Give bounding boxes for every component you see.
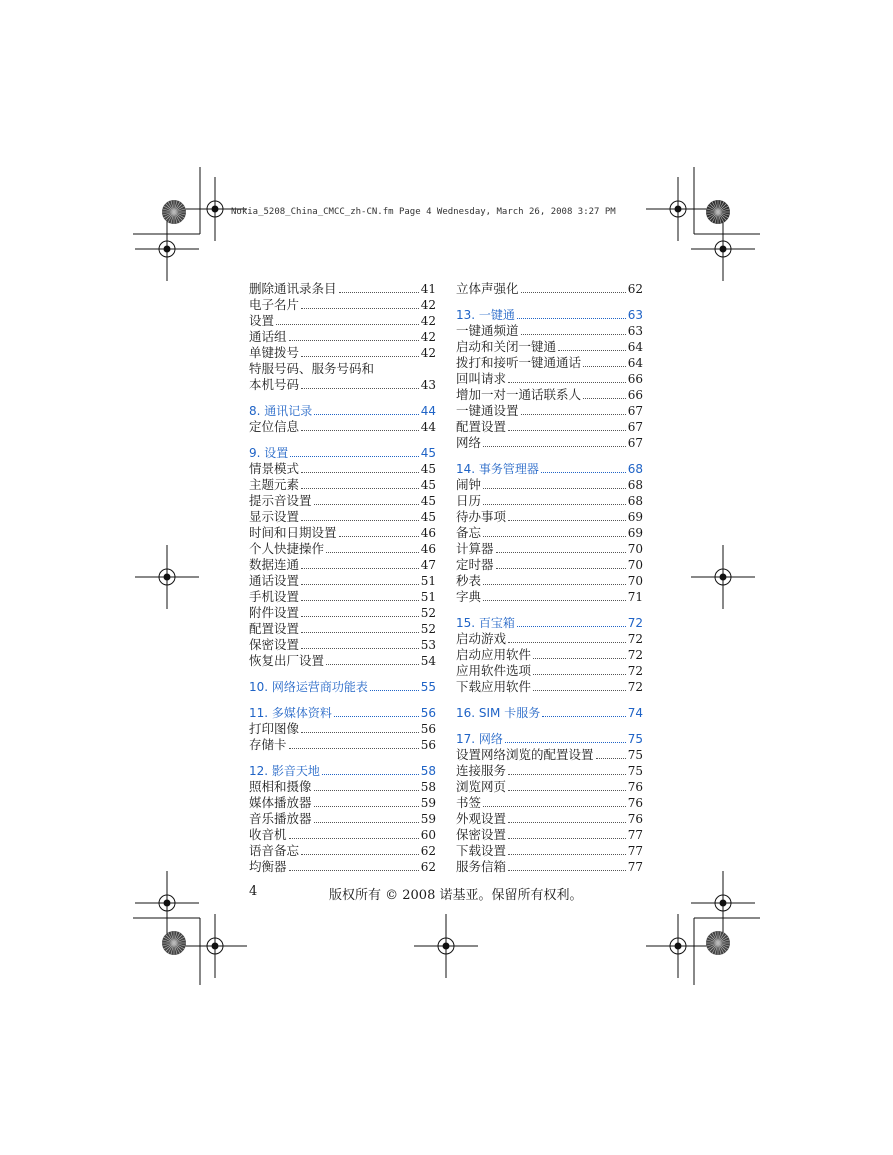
toc-entry-label: 时间和日期设置	[249, 525, 337, 540]
toc-page-number: 47	[420, 558, 436, 572]
dot-leader	[289, 329, 419, 341]
dot-leader	[301, 621, 419, 633]
toc-page-number: 45	[420, 478, 436, 492]
dot-leader	[370, 679, 419, 691]
toc-page-number: 59	[420, 796, 436, 810]
toc-entry-label: 显示设置	[249, 509, 300, 524]
dot-leader	[533, 679, 626, 691]
toc-page-number: 45	[420, 494, 436, 508]
toc-entry[interactable]	[249, 329, 436, 345]
toc-entry-label: 恢复出厂设置	[249, 653, 325, 668]
dot-leader	[276, 313, 419, 325]
toc-entry-label: 主题元素	[249, 477, 300, 492]
dot-leader	[508, 827, 626, 839]
registration-mark-icon	[414, 914, 478, 978]
toc-entry[interactable]	[456, 493, 643, 509]
toc-page-number: 52	[420, 606, 436, 620]
toc-entry[interactable]	[249, 557, 436, 573]
toc-entry-label: 一键通频道	[456, 323, 519, 338]
toc-page-number: 45	[420, 446, 436, 460]
toc-entry[interactable]	[249, 361, 436, 377]
dot-leader	[517, 615, 626, 627]
toc-page-number: 72	[627, 680, 643, 694]
toc-entry-label: 日历	[456, 493, 482, 508]
dot-leader	[483, 477, 626, 489]
toc-chapter-heading[interactable]	[456, 461, 643, 477]
toc-entry-label: 存储卡	[249, 737, 287, 752]
toc-page-number: 52	[420, 622, 436, 636]
toc-entry[interactable]	[456, 435, 643, 451]
toc-entry-label: 保密设置	[249, 637, 300, 652]
toc-page-number: 43	[420, 378, 436, 392]
dot-leader	[301, 721, 419, 733]
toc-page-number: 58	[420, 764, 436, 778]
toc-entry[interactable]	[249, 461, 436, 477]
toc-entry-label: 定时器	[456, 557, 494, 572]
dot-leader	[289, 737, 419, 749]
toc-entry-label: 照相和摄像	[249, 779, 312, 794]
star-target-icon	[706, 200, 730, 224]
dot-leader	[301, 637, 419, 649]
toc-page-number: 56	[420, 722, 436, 736]
registration-mark-icon	[135, 545, 199, 609]
star-target-icon	[706, 931, 730, 955]
toc-page-number: 46	[420, 542, 436, 556]
toc-entry-label: 下载应用软件	[456, 679, 532, 694]
dot-leader	[290, 445, 418, 457]
toc-entry-label: 配置设置	[249, 621, 300, 636]
toc-page-number: 68	[627, 462, 643, 476]
dot-leader	[301, 573, 419, 585]
toc-page-number: 51	[420, 574, 436, 588]
toc-entry[interactable]	[456, 323, 643, 339]
toc-page-number: 67	[627, 436, 643, 450]
registration-mark-icon	[646, 914, 710, 978]
toc-entry[interactable]	[456, 827, 643, 843]
toc-entry-label: 9. 设置	[249, 446, 289, 460]
toc-entry-label: 外观设置	[456, 811, 507, 826]
dot-leader	[314, 795, 419, 807]
toc-entry[interactable]	[249, 377, 436, 393]
toc-chapter-heading[interactable]	[249, 445, 436, 461]
toc-page-number: 62	[627, 282, 643, 296]
star-target-icon	[162, 200, 186, 224]
toc-entry-label: 连接服务	[456, 763, 507, 778]
toc-entry[interactable]	[249, 589, 436, 605]
toc-entry-label: 通话设置	[249, 573, 300, 588]
dot-leader	[533, 663, 626, 675]
toc-page-number: 44	[420, 420, 436, 434]
dot-leader	[483, 493, 626, 505]
toc-entry-label: 浏览网页	[456, 779, 507, 794]
toc-entry[interactable]	[456, 843, 643, 859]
toc-entry-label: 提示音设置	[249, 493, 312, 508]
toc-page-number: 72	[627, 632, 643, 646]
registration-mark-icon	[135, 871, 199, 935]
dot-leader	[508, 779, 626, 791]
toc-chapter-heading[interactable]	[249, 763, 436, 779]
toc-entry-label: 通话组	[249, 329, 287, 344]
toc-entry[interactable]	[456, 419, 643, 435]
toc-entry-label: 音乐播放器	[249, 811, 312, 826]
toc-entry-label: 16. SIM 卡服务	[456, 706, 541, 720]
toc-chapter-heading[interactable]	[249, 679, 436, 695]
toc-page-number: 42	[420, 314, 436, 328]
toc-page-number: 45	[420, 462, 436, 476]
toc-page-number: 42	[420, 298, 436, 312]
toc-page-number: 56	[420, 738, 436, 752]
toc-page-number: 71	[627, 590, 643, 604]
toc-entry-label: 本机号码	[249, 377, 300, 392]
toc-entry-label: 启动游戏	[456, 631, 507, 646]
toc-page-number: 68	[627, 478, 643, 492]
dot-leader	[289, 859, 419, 871]
dot-leader	[483, 573, 626, 585]
registration-mark-icon	[183, 914, 247, 978]
toc-entry-label: 语音备忘	[249, 843, 300, 858]
dot-leader	[301, 297, 419, 309]
dot-leader	[322, 763, 419, 775]
toc-entry[interactable]	[456, 663, 643, 679]
toc-page-number: 75	[627, 764, 643, 778]
toc-entry-label: 设置	[249, 313, 275, 328]
toc-entry-label: 情景模式	[249, 461, 300, 476]
dot-leader	[314, 811, 419, 823]
toc-entry[interactable]	[249, 297, 436, 313]
toc-chapter-heading[interactable]	[456, 731, 643, 747]
toc-page-number: 42	[420, 330, 436, 344]
toc-page-number: 63	[627, 308, 643, 322]
toc-entry-label: 14. 事务管理器	[456, 462, 539, 476]
toc-entry[interactable]	[456, 509, 643, 525]
toc-entry-label: 应用软件选项	[456, 663, 532, 678]
toc-entry-label: 拨打和接听一键通通话	[456, 355, 582, 370]
toc-entry-label: 媒体播放器	[249, 795, 312, 810]
toc-page-number: 62	[420, 860, 436, 874]
toc-page-number: 76	[627, 780, 643, 794]
toc-entry[interactable]	[456, 589, 643, 605]
dot-leader	[301, 345, 419, 357]
toc-entry-label: 设置网络浏览的配置设置	[456, 747, 594, 762]
toc-page-number: 45	[420, 510, 436, 524]
toc-entry-label: 书签	[456, 795, 482, 810]
toc-page-number: 67	[627, 420, 643, 434]
toc-entry-label: 17. 网络	[456, 732, 503, 746]
dot-leader	[505, 731, 626, 743]
toc-entry[interactable]	[456, 647, 643, 663]
toc-page-number: 75	[627, 732, 643, 746]
toc-page-number: 62	[420, 844, 436, 858]
toc-entry[interactable]	[249, 419, 436, 435]
star-target-icon	[162, 931, 186, 955]
toc-page-number: 77	[627, 844, 643, 858]
toc-page-number: 59	[420, 812, 436, 826]
dot-leader	[483, 435, 626, 447]
dot-leader	[583, 387, 626, 399]
dot-leader	[339, 281, 419, 293]
toc-entry[interactable]	[456, 763, 643, 779]
file-slug-line: Nokia_5208_China_CMCC_zh-CN.fm Page 4 Wednesday, March 26, 2008 3:27 PM	[231, 207, 616, 217]
toc-entry-label: 13. 一键通	[456, 308, 515, 322]
toc-entry[interactable]	[456, 557, 643, 573]
toc-entry-label: 11. 多媒体资料	[249, 706, 332, 720]
toc-page-number: 77	[627, 860, 643, 874]
toc-entry[interactable]	[249, 525, 436, 541]
toc-entry-label: 计算器	[456, 541, 494, 556]
dot-leader	[541, 461, 626, 473]
toc-entry[interactable]	[249, 541, 436, 557]
toc-entry[interactable]	[456, 355, 643, 371]
toc-page-number: 66	[627, 388, 643, 402]
toc-entry[interactable]	[456, 747, 643, 763]
toc-entry-label: 15. 百宝箱	[456, 616, 515, 630]
toc-entry-label: 回叫请求	[456, 371, 507, 386]
toc-entry-label: 特服号码、服务号码和	[249, 361, 375, 376]
toc-entry[interactable]	[456, 779, 643, 795]
toc-entry-label: 单键拨号	[249, 345, 300, 360]
toc-entry-label: 手机设置	[249, 589, 300, 604]
toc-entry[interactable]	[456, 573, 643, 589]
toc-entry[interactable]	[249, 477, 436, 493]
toc-entry-label: 8. 通讯记录	[249, 404, 313, 418]
toc-entry[interactable]	[249, 573, 436, 589]
toc-entry[interactable]	[456, 371, 643, 387]
toc-entry[interactable]	[249, 721, 436, 737]
toc-page-number: 56	[420, 706, 436, 720]
dot-leader	[508, 859, 626, 871]
toc-entry[interactable]	[249, 653, 436, 669]
dot-leader	[508, 843, 626, 855]
toc-entry[interactable]	[249, 737, 436, 753]
toc-page-number: 76	[627, 796, 643, 810]
dot-leader	[301, 461, 419, 473]
toc-chapter-heading[interactable]	[249, 403, 436, 419]
dot-leader	[301, 843, 419, 855]
toc-page-number: 41	[420, 282, 436, 296]
dot-leader	[521, 323, 626, 335]
toc-page-number: 66	[627, 372, 643, 386]
toc-entry[interactable]	[249, 779, 436, 795]
toc-entry-label: 字典	[456, 589, 482, 604]
toc-entry-label: 打印图像	[249, 721, 300, 736]
dot-leader	[508, 763, 626, 775]
toc-chapter-heading[interactable]	[456, 307, 643, 323]
dot-leader	[301, 377, 419, 389]
dot-leader	[301, 605, 419, 617]
toc-entry[interactable]	[456, 811, 643, 827]
toc-page-number: 68	[627, 494, 643, 508]
dot-leader	[508, 371, 626, 383]
dot-leader	[301, 509, 419, 521]
page-footer	[249, 884, 643, 903]
dot-leader	[558, 339, 626, 351]
toc-entry[interactable]	[249, 843, 436, 859]
toc-entry-label: 删除通讯录条目	[249, 281, 337, 296]
toc-chapter-heading[interactable]	[456, 705, 643, 721]
page-number: 4	[249, 884, 258, 899]
dot-leader	[508, 509, 626, 521]
toc-entry[interactable]	[456, 541, 643, 557]
toc-entry-label: 启动和关闭一键通	[456, 339, 557, 354]
toc-entry-label: 附件设置	[249, 605, 300, 620]
dot-leader	[301, 419, 419, 431]
dot-leader	[301, 589, 419, 601]
dot-leader	[301, 557, 419, 569]
dot-leader	[326, 653, 419, 665]
toc-chapter-heading[interactable]	[456, 615, 643, 631]
registration-mark-icon	[691, 545, 755, 609]
toc-entry-label: 下载设置	[456, 843, 507, 858]
dot-leader	[314, 779, 419, 791]
toc-entry[interactable]	[456, 403, 643, 419]
dot-leader	[508, 811, 626, 823]
toc-entry[interactable]	[249, 811, 436, 827]
toc-entry-label: 均衡器	[249, 859, 287, 874]
toc-page-number: 46	[420, 526, 436, 540]
toc-entry[interactable]	[456, 339, 643, 355]
toc-entry-label: 12. 影音天地	[249, 764, 320, 778]
toc-entry-label: 保密设置	[456, 827, 507, 842]
toc-entry-label: 启动应用软件	[456, 647, 532, 662]
dot-leader	[483, 589, 626, 601]
toc-page-number: 53	[420, 638, 436, 652]
toc-entry-label: 定位信息	[249, 419, 300, 434]
toc-entry-label: 一键通设置	[456, 403, 519, 418]
toc-page-number: 63	[627, 324, 643, 338]
copyright-notice: 版权所有 © 2008 诺基亚。保留所有权利。	[329, 888, 583, 903]
dot-leader	[508, 419, 626, 431]
toc-page-number: 67	[627, 404, 643, 418]
toc-entry[interactable]	[456, 525, 643, 541]
toc-page-number: 75	[627, 748, 643, 762]
toc-page-number: 76	[627, 812, 643, 826]
toc-entry-label: 配置设置	[456, 419, 507, 434]
dot-leader	[533, 647, 626, 659]
toc-entry[interactable]	[249, 859, 436, 875]
toc-entry[interactable]	[249, 605, 436, 621]
toc-entry-label: 增加一对一通话联系人	[456, 387, 582, 402]
toc-page-number: 58	[420, 780, 436, 794]
toc-page-number: 74	[627, 706, 643, 720]
dot-leader	[596, 747, 626, 759]
toc-page-number: 51	[420, 590, 436, 604]
toc-entry[interactable]	[456, 631, 643, 647]
toc-page-number: 55	[420, 680, 436, 694]
toc-entry-label: 收音机	[249, 827, 287, 842]
registration-mark-icon	[691, 871, 755, 935]
toc-entry[interactable]	[249, 345, 436, 361]
toc-entry-label: 秒表	[456, 573, 482, 588]
toc-entry[interactable]	[249, 795, 436, 811]
registration-mark-icon	[135, 217, 199, 281]
toc-page-number: 72	[627, 648, 643, 662]
dot-leader	[483, 795, 626, 807]
toc-entry-label: 服务信箱	[456, 859, 507, 874]
toc-entry-label: 待办事项	[456, 509, 507, 524]
dot-leader	[521, 403, 626, 415]
toc-entry-label: 闹钟	[456, 477, 482, 492]
toc-entry[interactable]	[249, 493, 436, 509]
toc-entry[interactable]	[249, 281, 436, 297]
toc-page-number: 69	[627, 526, 643, 540]
toc-entry[interactable]	[249, 621, 436, 637]
dot-leader	[508, 631, 626, 643]
toc-entry[interactable]	[456, 679, 643, 695]
dot-leader	[521, 281, 626, 293]
toc-entry-label: 备忘	[456, 525, 482, 540]
toc-page-number: 44	[420, 404, 436, 418]
dot-leader	[339, 525, 419, 537]
dot-leader	[483, 525, 626, 537]
toc-entry-label: 网络	[456, 435, 482, 450]
toc-entry-label: 数据连通	[249, 557, 300, 572]
toc-page-number: 72	[627, 616, 643, 630]
dot-leader	[542, 705, 625, 717]
toc-page-number: 70	[627, 558, 643, 572]
toc-page-number: 70	[627, 542, 643, 556]
toc-column-left	[249, 281, 436, 875]
toc-entry-label: 立体声强化	[456, 281, 519, 296]
toc-page-number: 70	[627, 574, 643, 588]
toc-entry-label: 10. 网络运营商功能表	[249, 680, 368, 694]
toc-chapter-heading[interactable]	[249, 705, 436, 721]
dot-leader	[301, 477, 419, 489]
dot-leader	[334, 705, 419, 717]
dot-leader	[326, 541, 419, 553]
toc-entry-label: 电子名片	[249, 297, 300, 312]
toc-entry[interactable]	[456, 477, 643, 493]
toc-page-number: 42	[420, 346, 436, 360]
toc-entry[interactable]	[249, 637, 436, 653]
dot-leader	[517, 307, 626, 319]
toc-page-number: 77	[627, 828, 643, 842]
registration-mark-icon	[691, 217, 755, 281]
toc-page-number: 72	[627, 664, 643, 678]
dot-leader	[496, 557, 626, 569]
toc-entry[interactable]	[456, 281, 643, 297]
dot-leader	[289, 827, 419, 839]
toc-page-number: 60	[420, 828, 436, 842]
toc-column-right	[456, 281, 643, 875]
toc-entry[interactable]	[456, 859, 643, 875]
toc-entry[interactable]	[249, 509, 436, 525]
dot-leader	[583, 355, 626, 367]
toc-page-number: 54	[420, 654, 436, 668]
toc-page-number: 64	[627, 340, 643, 354]
toc-entry[interactable]	[456, 795, 643, 811]
toc-entry[interactable]	[249, 827, 436, 843]
toc-entry[interactable]	[249, 313, 436, 329]
dot-leader	[496, 541, 626, 553]
dot-leader	[314, 403, 418, 415]
toc-entry[interactable]	[456, 387, 643, 403]
registration-mark-icon	[646, 177, 710, 241]
toc-entry-label: 个人快捷操作	[249, 541, 325, 556]
dot-leader	[314, 493, 419, 505]
toc-page-number: 64	[627, 356, 643, 370]
toc-page-number: 69	[627, 510, 643, 524]
